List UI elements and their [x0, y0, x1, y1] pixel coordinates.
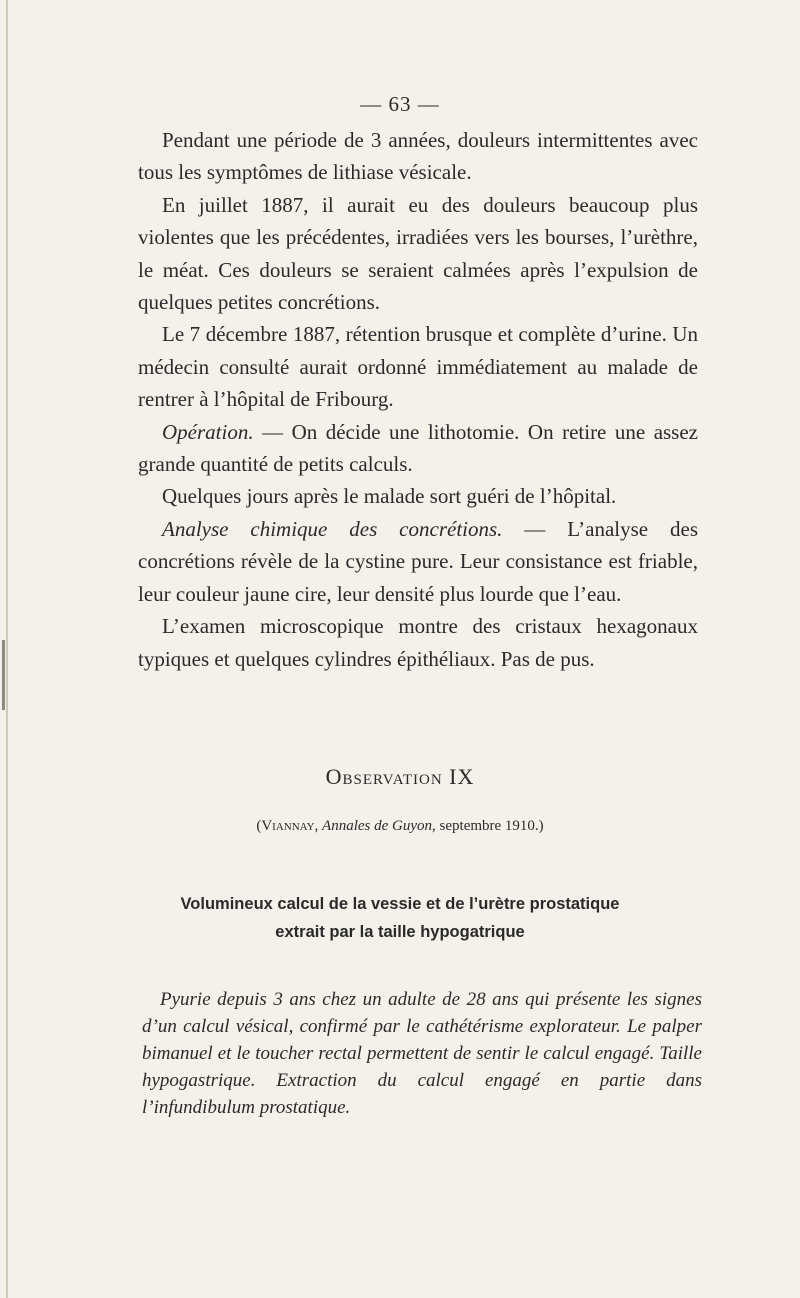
- source-date: , septembre 1910.): [432, 818, 544, 834]
- source-journal: Annales de Guyon: [322, 818, 433, 834]
- observation-title: Observation IX: [325, 764, 475, 789]
- page-number: — 63 —: [360, 92, 440, 116]
- analysis-text: — L’analyse des concrétions révèle de la cystine pure. Leur consistance est friable, leur couleur jaune cire, leur densité plus lourde que l’eau.: [138, 516, 698, 606]
- paragraph-4: [138, 416, 698, 481]
- margin-mark: [2, 640, 5, 710]
- body-text: [138, 124, 698, 675]
- paragraph-7: L’examen microscopique montre des cristaux hexagonaux typiques et quelques cylindres épithéliaux. Pas de pus.: [138, 614, 698, 671]
- source-sep: ,: [314, 818, 323, 834]
- paragraph-6: [138, 513, 698, 610]
- subject-line-1: Volumineux calcul de la vessie et de l’urètre prostatique: [180, 895, 620, 913]
- operation-text: — On décide une lithotomie. On retire une assez grande quantité de petits calculs.: [138, 419, 698, 477]
- subject-line-2: extrait par la taille hypogatrique: [275, 923, 525, 941]
- observation-summary: Pyurie depuis 3 ans chez un adulte de 28 ans qui présente les signes d’un calcul vésical, confirmé par le cathétérisme explorateur. Le palper bimanuel et le toucher rectal permettent de sentir le calcul engagé. Taille hypogastrique. Extraction du calcul engagé en partie dans l’infundibulum prostatique.: [142, 989, 702, 1118]
- observation-subject: [0, 890, 800, 946]
- paragraph-1: Pendant une période de 3 années, douleurs intermittentes avec tous les symptômes de lithiase vésicale.: [138, 128, 698, 185]
- paragraph-3: Le 7 décembre 1887, rétention brusque et complète d’urine. Un médecin consulté aurait ordonné immédiatement au malade de rentrer à l’hôpital de Fribourg.: [138, 322, 698, 412]
- operation-heading: Opération.: [162, 419, 254, 444]
- paragraph-2: En juillet 1887, il aurait eu des douleurs beaucoup plus violentes que les précédentes, irradiées vers les bourses, l’urèthre, le méat. Ces douleurs se seraient calmées après l’expulsion de quelques petites concrétions.: [138, 192, 698, 315]
- analysis-heading: Analyse chimique des concrétions.: [162, 516, 503, 541]
- binding-edge: [6, 0, 8, 1298]
- paragraph-5: Quelques jours après le malade sort guéri de l’hôpital.: [162, 484, 617, 509]
- source-author: Viannay: [261, 818, 315, 834]
- observation-source: [0, 818, 800, 835]
- source-open: (: [256, 818, 262, 834]
